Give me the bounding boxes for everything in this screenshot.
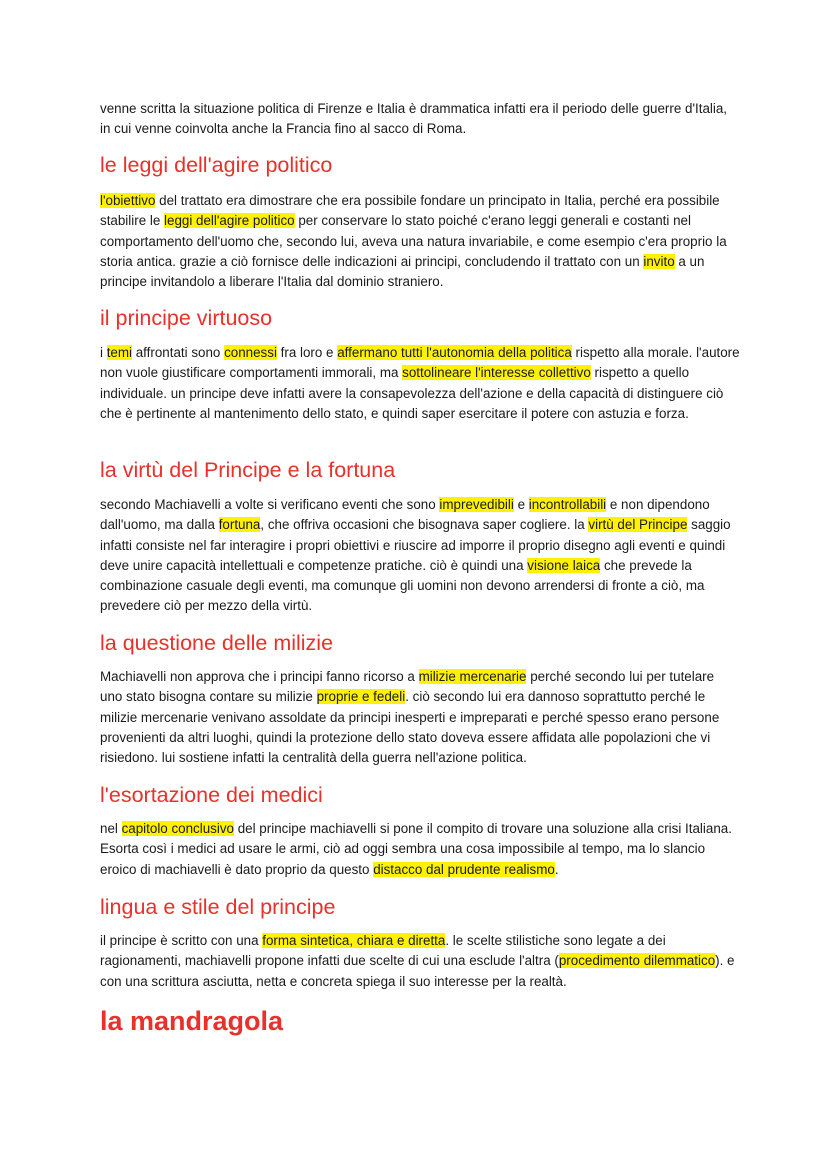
highlighted-text: fortuna	[218, 517, 261, 533]
intro-block	[100, 99, 740, 140]
section-virtu-heading-block	[100, 457, 740, 483]
highlighted-text: capitolo conclusivo	[121, 821, 234, 836]
text-run: perché secondo lui per tutelare uno stato bisogna contare su milizie	[100, 669, 715, 705]
section-virtuoso-heading-block	[100, 305, 740, 331]
highlighted-text: proprie e fedeli	[316, 689, 406, 705]
text-run: nel	[100, 821, 122, 836]
chapter-heading-mandragola: la mandragola	[100, 1006, 284, 1036]
section-virtuoso-body-block	[100, 343, 740, 424]
text-run: .	[554, 861, 559, 877]
intro-paragraph	[100, 99, 740, 140]
final-heading-block	[100, 1005, 740, 1037]
section-paragraph-questione-milizie	[100, 667, 740, 768]
section-paragraph-virtu-fortuna	[100, 495, 740, 617]
highlighted-text: visione laica	[527, 557, 601, 573]
section-heading-esortazione-medici: l'esortazione dei medici	[100, 783, 323, 807]
highlighted-text: virtù del Principe	[588, 517, 688, 533]
section-esortazione-heading-block	[100, 782, 740, 808]
section-heading-leggi-agire-politico: le leggi dell'agire politico	[100, 153, 333, 177]
text-run: Machiavelli non approva che i principi fanno ricorso a	[100, 669, 419, 684]
text-run: fra loro e	[276, 345, 338, 360]
highlighted-text: procedimento dilemmatico	[558, 953, 716, 969]
text-run: del principe machiavelli si pone il compito di trovare una soluzione alla crisi Italiana. Esorta così i medici ad usare le armi, ciò ad oggi sembra una cosa impossibile al tempo, ma lo slancio eroico di machiavelli è dato proprio da questo	[100, 821, 732, 877]
section-virtu-body-block	[100, 495, 740, 617]
text-run: e	[513, 497, 529, 512]
text-run: . le scelte stilistiche sono legate a dei ragionamenti, machiavelli propone infatti due scelte di cui una esclude l'altra (	[100, 933, 666, 969]
highlighted-text: l'obiettivo	[100, 193, 156, 208]
highlighted-text: temi	[106, 345, 133, 360]
section-lingua-body-block	[100, 931, 740, 992]
highlighted-text: sottolineare l'interesse collettivo	[402, 365, 591, 381]
highlighted-text: leggi dell'agire politico	[164, 213, 295, 229]
text-run: venne scritta la situazione politica di Firenze e Italia è drammatica infatti era il periodo delle guerre d'Italia, in cui venne coinvolta anche la Francia fino al sacco di Roma.	[100, 101, 728, 137]
section-leggi-heading-block	[100, 152, 740, 178]
section-heading-principe-virtuoso: il principe virtuoso	[100, 306, 273, 330]
section-milizie-heading-block	[100, 630, 740, 656]
text-run: rispetto a quello individuale. un principe deve infatti avere la consapevolezza dell'azione e della capacità di distinguere ciò che è pertinente al mantenimento dello stato, e quindi saper esercitare il potere con astuzia e forza.	[100, 365, 724, 421]
section-heading-virtu-fortuna: la virtù del Principe e la fortuna	[100, 458, 396, 482]
text-run: e non dipendono dall'uomo, ma dalla	[100, 497, 710, 533]
section-heading-lingua-stile: lingua e stile del principe	[100, 895, 336, 919]
text-run: affrontati sono	[132, 345, 225, 360]
text-run: . ciò secondo lui era dannoso soprattutto perché le milizie mercenarie venivano assoldate da principi inesperti e impreparati e perché spesso erano persone provenienti da altri luoghi, quindi la protezione dello stato doveva essere affidata alle popolazioni che vi risiedono. lui sostiene infatti la centralità della guerra nell'azione politica.	[100, 689, 720, 766]
text-run: il principe è scritto con una	[100, 933, 263, 948]
highlighted-text: milizie mercenarie	[418, 669, 527, 684]
text-run: secondo Machiavelli a volte si verificano eventi che sono	[100, 497, 440, 512]
highlighted-text: forma sintetica, chiara e diretta	[262, 933, 446, 948]
section-paragraph-principe-virtuoso	[100, 343, 740, 424]
section-esortazione-body-block	[100, 819, 740, 880]
highlighted-text: incontrollabili	[528, 497, 607, 512]
section-paragraph-esortazione-medici	[100, 819, 740, 880]
section-heading-questione-milizie: la questione delle milizie	[100, 631, 334, 655]
text-run: ). e con una scrittura asciutta, netta e concreta spiega il suo interesse per la realtà.	[100, 953, 735, 989]
section-paragraph-leggi-agire-politico	[100, 191, 740, 292]
highlighted-text: connessi	[224, 345, 277, 360]
text-run: del trattato era dimostrare che era possibile fondare un principato in Italia, perché era possibile stabilire le	[100, 193, 720, 229]
text-run: saggio infatti consiste nel far interagire i propri obiettivi e riuscire ad imporre il proprio disegno agli eventi e quindi deve unire capacità intellettuali e competenze pratiche. ciò è quindi una	[100, 517, 731, 573]
highlighted-text: invito	[643, 253, 675, 269]
text-run: i	[100, 345, 107, 360]
text-run: che prevede la combinazione casuale degli eventi, ma comunque gli uomini non devono arrendersi di fronte a ciò, ma prevedere ciò per mezzo della virtù.	[100, 557, 705, 614]
highlighted-text: affermano tutti l'autonomia della politica	[337, 345, 572, 360]
text-run: a un principe invitandolo a liberare l'Italia dal dominio straniero.	[100, 253, 705, 290]
section-paragraph-lingua-stile	[100, 931, 740, 992]
section-leggi-body-block	[100, 191, 740, 292]
section-lingua-heading-block	[100, 894, 740, 920]
highlighted-text: distacco dal prudente realismo	[373, 861, 555, 877]
text-run: , che offriva occasioni che bisognava saper cogliere. la	[260, 517, 589, 533]
section-milizie-body-block	[100, 667, 740, 768]
text-run: rispetto alla morale. l'autore non vuole giustificare comportamenti immorali, ma	[100, 345, 740, 381]
highlighted-text: imprevedibili	[439, 497, 514, 512]
text-run: per conservare lo stato poiché c'erano leggi generali e costanti nel comportamento dell'uomo che, secondo lui, aveva una natura invariabile, e come esempio c'era proprio la storia antica. grazie a ciò fornisce delle indicazioni ai principi, concludendo il trattato con un	[100, 213, 727, 269]
